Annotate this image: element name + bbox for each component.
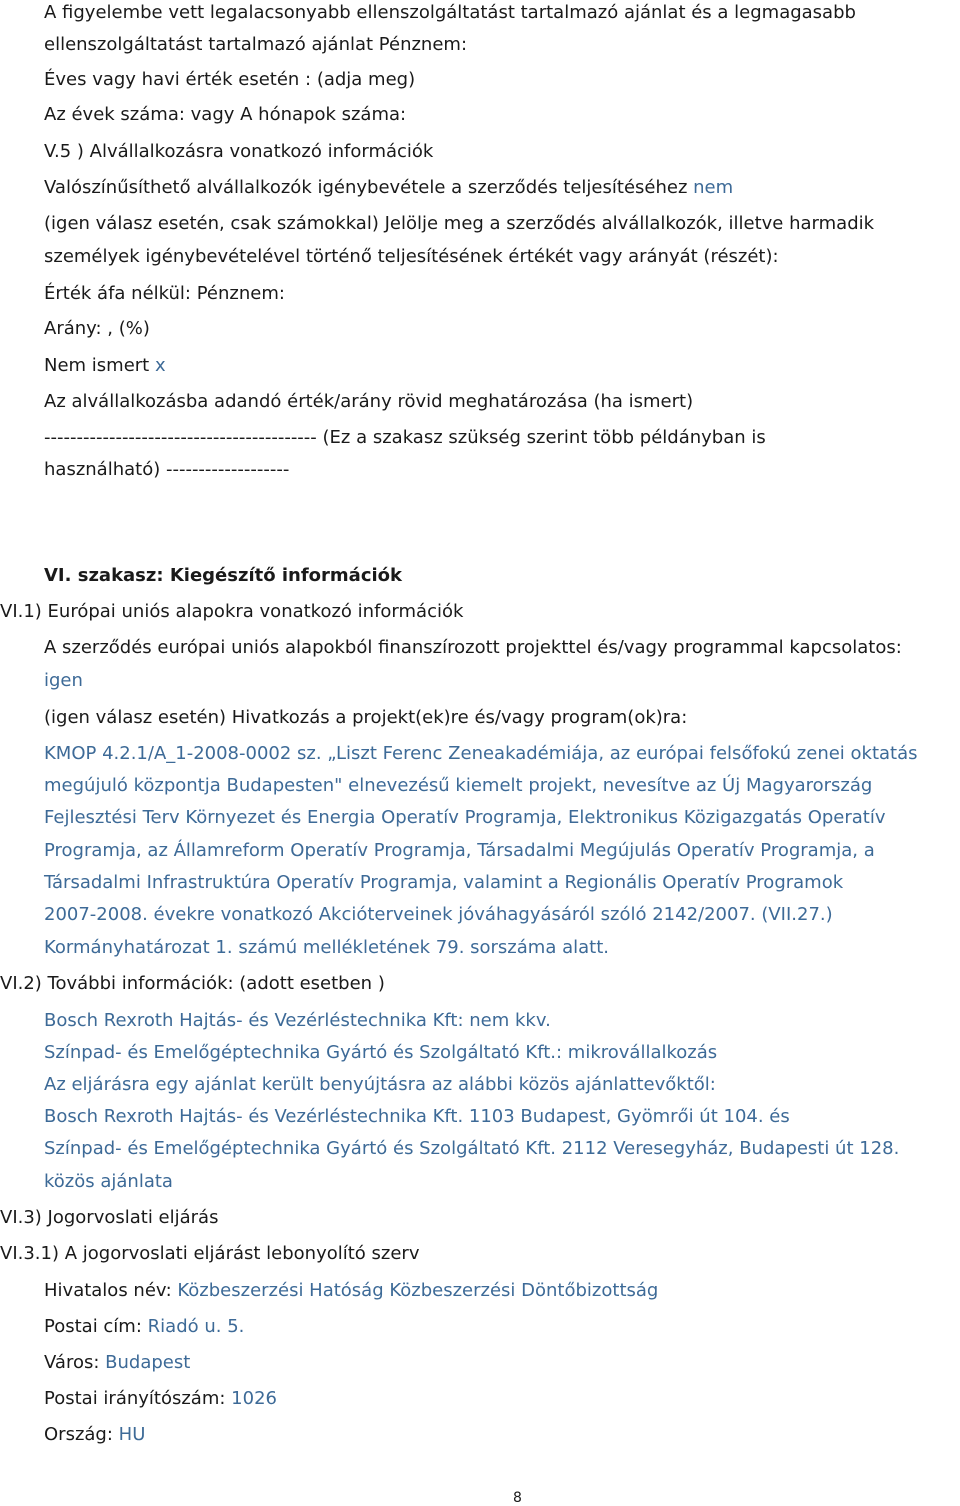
not-known-label: Nem ismert [44, 355, 150, 376]
section-vi1-heading: VI.1) Európai uniós alapokra vonatkozó információk [0, 601, 464, 622]
postal-code-label: Postai irányítószám: [44, 1388, 226, 1409]
project-ref-6: 2007-2008. évekre vonatkozó Akcióterveinek jóváhagyásáról szóló 2142/2007. (VII.27.) [44, 904, 833, 925]
line-2: ellenszolgáltatást tartalmazó ajánlat Pénznem: [44, 34, 468, 55]
line-14: Az alvállalkozásba adandó érték/arány rövid meghatározása (ha ismert) [44, 391, 694, 412]
line-4: Az évek száma: vagy A hónapok száma: [44, 104, 407, 125]
page-number: 8 [513, 1490, 522, 1506]
line-15: ------------------------------------------ (Ez a szakasz szükség szerint több példányban is [44, 427, 766, 448]
project-ref-2: megújuló központja Budapesten" elnevezésű kiemelt projekt, nevesítve az Új Magyarország [44, 775, 873, 796]
city-value: Budapest [105, 1352, 191, 1373]
postal-address-line [44, 1318, 244, 1336]
section-vi2-heading: VI.2) További információk: (adott esetben ) [0, 973, 385, 994]
country-line [44, 1426, 145, 1444]
city-line [44, 1354, 190, 1372]
subcontractor-label: Valószínűsíthető alvállalkozók igénybevétele a szerződés teljesítéséhez [44, 177, 688, 198]
line-16: használható) ------------------- [44, 459, 290, 480]
line-3: Éves vagy havi érték esetén : (adja meg) [44, 69, 416, 90]
further-info-3: Az eljárásra egy ajánlat került benyújtásra az alábbi közös ajánlattevőktől: [44, 1074, 716, 1095]
line-19: A szerződés európai uniós alapokból finanszírozott projekttel és/vagy programmal kapcsolatos: [44, 637, 902, 658]
not-known-line [44, 357, 166, 375]
country-label: Ország: [44, 1424, 113, 1445]
postal-code-line [44, 1390, 277, 1408]
further-info-5: Színpad- és Emelőgéptechnika Gyártó és Szolgáltató Kft. 2112 Veresegyház, Budapesti út 128. [44, 1138, 900, 1159]
further-info-1: Bosch Rexroth Hajtás- és Vezérléstechnika Kft: nem kkv. [44, 1010, 551, 1031]
project-ref-4: Programja, az Államreform Operatív Programja, Társadalmi Megújulás Operatív Programja, a [44, 840, 875, 861]
official-name-label: Hivatalos név: [44, 1280, 172, 1301]
eu-funds-value: igen [44, 670, 83, 691]
postal-code-value: 1026 [231, 1388, 277, 1409]
section-vi-heading: VI. szakasz: Kiegészítő információk [44, 565, 402, 586]
subcontractor-line [44, 179, 733, 197]
city-label: Város: [44, 1352, 100, 1373]
line-10: Érték áfa nélkül: Pénznem: [44, 283, 285, 304]
line-1: A figyelembe vett legalacsonyabb ellenszolgáltatást tartalmazó ajánlat és a legmagasabb [44, 2, 856, 23]
postal-address-label: Postai cím: [44, 1316, 142, 1337]
official-name-line [44, 1282, 658, 1300]
project-ref-7: Kormányhatározat 1. számú mellékletének 79. sorszáma alatt. [44, 937, 609, 958]
further-info-6: közös ajánlata [44, 1171, 173, 1192]
line-8: (igen válasz esetén, csak számokkal) Jelölje meg a szerződés alvállalkozók, illetve harmadik [44, 213, 875, 234]
subcontractor-value: nem [693, 177, 734, 198]
project-ref-3: Fejlesztési Terv Környezet és Energia Operatív Programja, Elektronikus Közigazgatás Operatív [44, 807, 886, 828]
line-9: személyek igénybevételével történő teljesítésének értékét vagy arányát (részét): [44, 246, 779, 267]
country-value: HU [118, 1424, 146, 1445]
project-ref-5: Társadalmi Infrastruktúra Operatív Programja, valamint a Regionális Operatív Programok [44, 872, 844, 893]
postal-address-value: Riadó u. 5. [147, 1316, 245, 1337]
section-vi31-heading: VI.3.1) A jogorvoslati eljárást lebonyolító szerv [0, 1243, 420, 1264]
project-ref-1: KMOP 4.2.1/A_1-2008-0002 sz. „Liszt Ferenc Zeneakadémiája, az európai felsőfokú zenei oktatás [44, 743, 918, 764]
further-info-2: Színpad- és Emelőgéptechnika Gyártó és Szolgáltató Kft.: mikrovállalkozás [44, 1042, 718, 1063]
section-v5-heading: V.5 ) Alvállalkozásra vonatkozó információk [44, 141, 434, 162]
line-21: (igen válasz esetén) Hivatkozás a projekt(ek)re és/vagy program(ok)ra: [44, 707, 688, 728]
official-name-value: Közbeszerzési Hatóság Közbeszerzési Döntőbizottság [177, 1280, 659, 1301]
section-vi3-heading: VI.3) Jogorvoslati eljárás [0, 1207, 219, 1228]
line-11: Arány: , (%) [44, 318, 150, 339]
further-info-4: Bosch Rexroth Hajtás- és Vezérléstechnika Kft. 1103 Budapest, Gyömrői út 104. és [44, 1106, 790, 1127]
not-known-value: x [154, 355, 166, 376]
